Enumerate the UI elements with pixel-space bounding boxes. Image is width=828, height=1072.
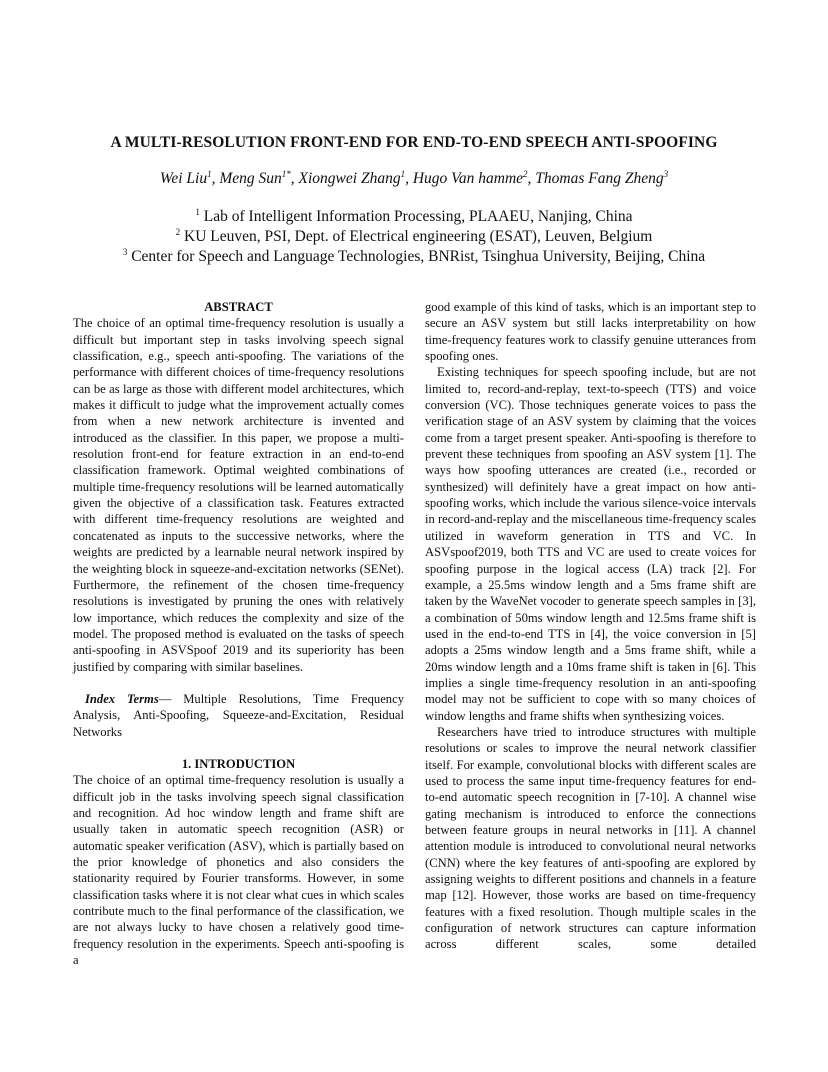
paper-title: A MULTI-RESOLUTION FRONT-END FOR END-TO-END SPEECH ANTI-SPOOFING	[110, 134, 718, 151]
author: Wei Liu$^1$,	[159, 168, 220, 187]
intro-paragraph: The choice of an optimal time-frequency resolution is usually a difficult job in the tasks involving speech signal classification and recognition. Ad hoc window length and frame shift are usually taken in automatic speech recognition (ASR) or automatic speaker verification (ASV), which is partially based on the prior knowledge of phonetics and also considers the stationarity required by Fourier transforms. However, in some classification tasks where it is not clear what cues in which scales contribute much to the final performance of the classification, we are not always lucky to have chosen a relatively good time-frequency resolution in the experiments. Speech anti-spoofing is a	[73, 773, 404, 968]
author: Thomas Fang Zheng$^3$	[535, 168, 669, 187]
left-column	[73, 299, 404, 968]
paragraph: Researchers have tried to introduce structures with multiple resolutions or scales to improve the neural network classifier itself. For example, convolutional blocks with different scales are used to process the same input time-frequency features for end-to-end automatic speech recognition in [7-10]. A channel wise gating mechanism is introduced to enforce the connections between feature groups in neural networks in [11]. A channel attention module is introduced to convolutional neural networks (CNN) where the key features of anti-spoofing are explored by assigning weights to different positions and channels in a feature map [12]. However, those works are based on time-frequency features with a fixed resolution. Though multiple scales in the configuration of network structures can capture information across different scales, some detailed	[425, 724, 756, 952]
index-terms-label: Index Terms	[85, 691, 159, 706]
paragraph: Existing techniques for speech spoofing include, but are not limited to, record-and-replay, text-to-speech (TTS) and voice conversion (VC). Those techniques generate voices to pass the verification stage of an ASV system by claiming that the voices come from a target present speaker. Anti-spoofing is therefore to prevent these techniques from spoofing an ASV system [1]. The ways how spoofing utterances are created (i.e., recorded or synthesized) will definitely have a great impact on how anti-spoofing works, which include the various silence-voice intervals in record-and-replay and the miscellaneous time-frequency scales utilized in waveform generation in TTS and VC. In ASVspoof2019, both TTS and VC are used to create voices for spoofing purpose in the logical access (LA) track [2]. For example, a 25.5ms window length and a 5ms frame shift are taken by the WaveNet vocoder to generate speech samples in [3], a combination of 50ms window length and 12.5ms frame shift is used in the end-to-end TTS in [4], the voice conversion in [5] adopts a 25ms window length and a 5ms frame shift, while a 20ms window length and a 10ms frame shift is taken in [6]. This implies a single time-frequency resolution in an anti-spoofing model may not be sufficient to cope with so many choices of window lengths and frame shifts when synthesizing voices.	[425, 365, 756, 723]
paragraph: good example of this kind of tasks, which is an important step to secure an ASV system but still lacks interpretability on how time-frequency features work to classify genuine utterances from spoofing ones.	[425, 300, 756, 364]
right-column	[425, 299, 756, 953]
index-terms: Index Terms— Multiple Resolutions, Time Frequency Analysis, Anti-Spoofing, Squeeze-and-Excitation, Residual Networks	[73, 691, 404, 739]
affiliation-3: $^3$ Center for Speech and Language Technologies, BNRist, Tsinghua University, Beijing, China	[122, 246, 706, 265]
affiliation-1: $^1$ Lab of Intelligent Information Processing, PLAAEU, Nanjing, China	[195, 206, 633, 225]
index-terms-text: Multiple Resolutions, Time Frequency Analysis, Anti-Spoofing, Squeeze-and-Excitation, Residual Networks	[73, 691, 404, 739]
abstract-heading: ABSTRACT	[204, 300, 273, 314]
intro-heading: 1. INTRODUCTION	[181, 756, 296, 771]
author-list	[40, 170, 788, 188]
author: Meng Sun$^{1*}$,	[219, 168, 299, 187]
affiliation-2: $^2$ KU Leuven, PSI, Dept. of Electrical engineering (ESAT), Leuven, Belgium	[175, 226, 653, 245]
author: Xiongwei Zhang$^1$,	[298, 168, 413, 187]
abstract-text: The choice of an optimal time-frequency resolution is usually a difficult but important step in tasks involving speech signal classification, e.g., speech anti-spoofing. The variations of the performance with different choices of time-frequency resolutions can be as large as those with different model architectures, which makes it difficult to judge what the improvement actually comes from when a new network architecture is invented and introduced as the classifier. In this paper, we propose a multi-resolution front-end for feature extraction in an end-to-end classification framework. Optimal weighted combinations of multiple time-frequency resolutions will be learned automatically given the objective of a classification task. Features extracted with different time-frequency resolutions are weighted and concatenated as inputs to the successive networks, where the weights are predicted by a learnable neural network inspired by the weighting block in squeeze-and-excitation networks (SENet). Furthermore, the refinement of the chosen time-frequency resolutions is investigated by pruning the ones with relatively low importance, which reduces the complexity and size of the model. The proposed method is evaluated on the tasks of speech anti-spoofing in ASVSpoof 2019 and its superiority has been justified by comparing with similar baselines.	[73, 316, 404, 674]
author: Hugo Van hamme$^2$,	[412, 168, 536, 187]
